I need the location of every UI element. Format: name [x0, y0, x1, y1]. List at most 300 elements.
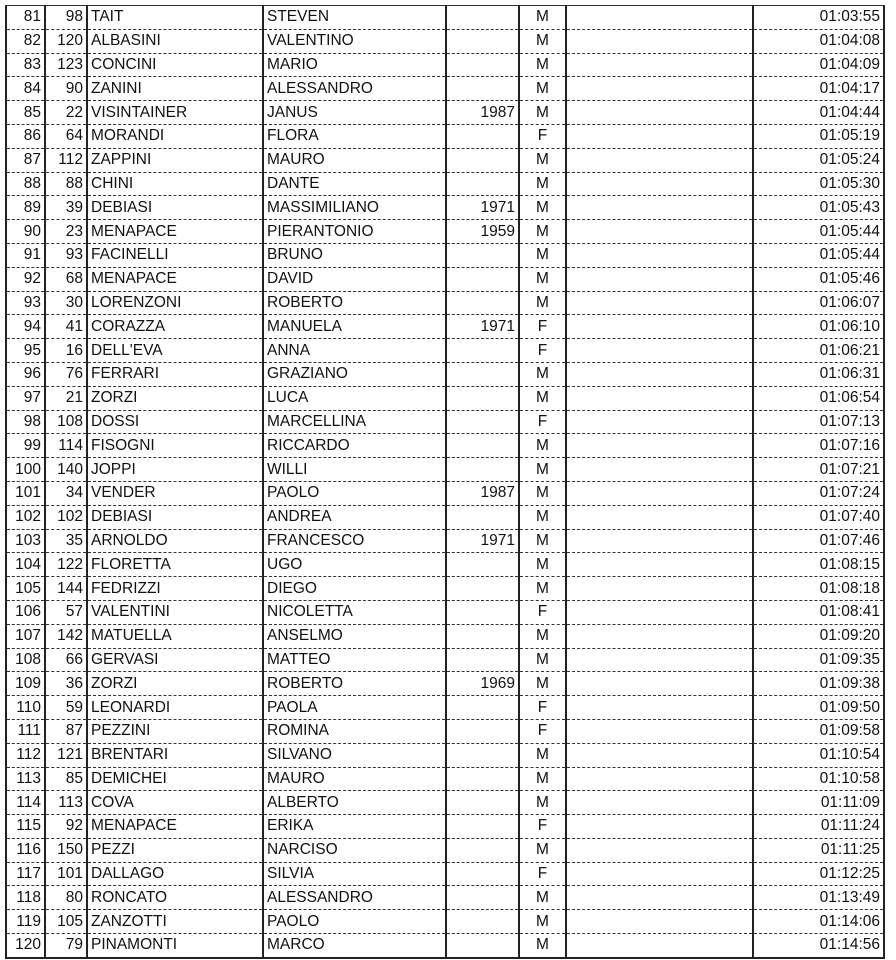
time-cell: 01:05:30: [753, 172, 884, 196]
bib-cell: 101: [45, 862, 87, 886]
time-cell: 01:07:16: [753, 434, 884, 458]
position-cell: 94: [6, 315, 45, 339]
birth-year-cell: [446, 743, 519, 767]
time-cell: 01:09:35: [753, 648, 884, 672]
surname-cell: CORAZZA: [87, 315, 263, 339]
surname-cell: MENAPACE: [87, 220, 263, 244]
first-name-cell: PIERANTONIO: [263, 220, 446, 244]
bib-cell: 88: [45, 172, 87, 196]
first-name-cell: ANSELMO: [263, 624, 446, 648]
sex-cell: F: [519, 815, 566, 839]
position-cell: 100: [6, 458, 45, 482]
first-name-cell: DANTE: [263, 172, 446, 196]
table-row: [6, 767, 884, 791]
position-cell: 108: [6, 648, 45, 672]
blank-cell: [566, 196, 753, 220]
time-cell: 01:06:21: [753, 339, 884, 363]
position-cell: 107: [6, 624, 45, 648]
position-cell: 105: [6, 577, 45, 601]
bib-cell: 140: [45, 458, 87, 482]
bib-cell: 64: [45, 124, 87, 148]
position-cell: 111: [6, 719, 45, 743]
sex-cell: F: [519, 339, 566, 363]
surname-cell: CONCINI: [87, 53, 263, 77]
table-row: [6, 434, 884, 458]
table-row: [6, 719, 884, 743]
birth-year-cell: [446, 362, 519, 386]
table-row: [6, 315, 884, 339]
bib-cell: 57: [45, 600, 87, 624]
sex-cell: M: [519, 77, 566, 101]
time-cell: 01:04:09: [753, 53, 884, 77]
time-cell: 01:08:41: [753, 600, 884, 624]
bib-cell: 112: [45, 148, 87, 172]
surname-cell: COVA: [87, 791, 263, 815]
position-cell: 113: [6, 767, 45, 791]
birth-year-cell: [446, 267, 519, 291]
bib-cell: 108: [45, 410, 87, 434]
surname-cell: VALENTINI: [87, 600, 263, 624]
sex-cell: M: [519, 220, 566, 244]
birth-year-cell: 1959: [446, 220, 519, 244]
table-row: [6, 553, 884, 577]
sex-cell: M: [519, 648, 566, 672]
first-name-cell: ERIKA: [263, 815, 446, 839]
blank-cell: [566, 291, 753, 315]
table-row: [6, 267, 884, 291]
position-cell: 91: [6, 243, 45, 267]
sex-cell: M: [519, 672, 566, 696]
first-name-cell: MAURO: [263, 148, 446, 172]
sex-cell: M: [519, 505, 566, 529]
position-cell: 87: [6, 148, 45, 172]
birth-year-cell: [446, 815, 519, 839]
time-cell: 01:09:50: [753, 696, 884, 720]
blank-cell: [566, 910, 753, 934]
first-name-cell: UGO: [263, 553, 446, 577]
time-cell: 01:11:09: [753, 791, 884, 815]
birth-year-cell: [446, 886, 519, 910]
table-row: [6, 934, 884, 958]
position-cell: 97: [6, 386, 45, 410]
sex-cell: M: [519, 934, 566, 958]
sex-cell: M: [519, 624, 566, 648]
first-name-cell: MAURO: [263, 767, 446, 791]
first-name-cell: PAOLO: [263, 910, 446, 934]
blank-cell: [566, 6, 753, 30]
time-cell: 01:14:56: [753, 934, 884, 958]
first-name-cell: NARCISO: [263, 838, 446, 862]
birth-year-cell: [446, 148, 519, 172]
time-cell: 01:07:46: [753, 529, 884, 553]
blank-cell: [566, 553, 753, 577]
position-cell: 88: [6, 172, 45, 196]
surname-cell: MATUELLA: [87, 624, 263, 648]
bib-cell: 142: [45, 624, 87, 648]
sex-cell: F: [519, 315, 566, 339]
blank-cell: [566, 172, 753, 196]
blank-cell: [566, 434, 753, 458]
birth-year-cell: [446, 386, 519, 410]
first-name-cell: FLORA: [263, 124, 446, 148]
time-cell: 01:05:19: [753, 124, 884, 148]
table-row: [6, 386, 884, 410]
bib-cell: 102: [45, 505, 87, 529]
time-cell: 01:08:15: [753, 553, 884, 577]
bib-cell: 92: [45, 815, 87, 839]
blank-cell: [566, 267, 753, 291]
surname-cell: VENDER: [87, 481, 263, 505]
birth-year-cell: 1971: [446, 529, 519, 553]
sex-cell: M: [519, 243, 566, 267]
first-name-cell: JANUS: [263, 101, 446, 125]
position-cell: 119: [6, 910, 45, 934]
bib-cell: 90: [45, 77, 87, 101]
blank-cell: [566, 696, 753, 720]
table-row: [6, 196, 884, 220]
position-cell: 102: [6, 505, 45, 529]
table-row: [6, 791, 884, 815]
bib-cell: 79: [45, 934, 87, 958]
position-cell: 118: [6, 886, 45, 910]
time-cell: 01:07:24: [753, 481, 884, 505]
position-cell: 110: [6, 696, 45, 720]
table-row: [6, 505, 884, 529]
position-cell: 99: [6, 434, 45, 458]
birth-year-cell: [446, 291, 519, 315]
first-name-cell: MASSIMILIANO: [263, 196, 446, 220]
table-row: [6, 220, 884, 244]
time-cell: 01:05:44: [753, 243, 884, 267]
first-name-cell: ALBERTO: [263, 791, 446, 815]
first-name-cell: PAOLO: [263, 481, 446, 505]
surname-cell: LORENZONI: [87, 291, 263, 315]
bib-cell: 16: [45, 339, 87, 363]
first-name-cell: PAOLA: [263, 696, 446, 720]
table-row: [6, 886, 884, 910]
sex-cell: M: [519, 553, 566, 577]
first-name-cell: ANDREA: [263, 505, 446, 529]
table-row: [6, 743, 884, 767]
position-cell: 92: [6, 267, 45, 291]
bib-cell: 85: [45, 767, 87, 791]
table-row: [6, 77, 884, 101]
sex-cell: F: [519, 719, 566, 743]
time-cell: 01:07:40: [753, 505, 884, 529]
first-name-cell: RICCARDO: [263, 434, 446, 458]
time-cell: 01:04:08: [753, 29, 884, 53]
position-cell: 81: [6, 6, 45, 30]
position-cell: 96: [6, 362, 45, 386]
blank-cell: [566, 743, 753, 767]
bib-cell: 114: [45, 434, 87, 458]
surname-cell: CHINI: [87, 172, 263, 196]
surname-cell: ZORZI: [87, 386, 263, 410]
birth-year-cell: [446, 410, 519, 434]
position-cell: 112: [6, 743, 45, 767]
blank-cell: [566, 648, 753, 672]
surname-cell: DALLAGO: [87, 862, 263, 886]
time-cell: 01:12:25: [753, 862, 884, 886]
surname-cell: FEDRIZZI: [87, 577, 263, 601]
position-cell: 116: [6, 838, 45, 862]
time-cell: 01:09:38: [753, 672, 884, 696]
bib-cell: 120: [45, 29, 87, 53]
position-cell: 114: [6, 791, 45, 815]
blank-cell: [566, 719, 753, 743]
bib-cell: 76: [45, 362, 87, 386]
birth-year-cell: [446, 767, 519, 791]
surname-cell: PEZZI: [87, 838, 263, 862]
time-cell: 01:13:49: [753, 886, 884, 910]
surname-cell: TAIT: [87, 6, 263, 30]
blank-cell: [566, 101, 753, 125]
birth-year-cell: [446, 600, 519, 624]
blank-cell: [566, 220, 753, 244]
time-cell: 01:03:55: [753, 6, 884, 30]
table-row: [6, 362, 884, 386]
sex-cell: M: [519, 386, 566, 410]
position-cell: 95: [6, 339, 45, 363]
position-cell: 106: [6, 600, 45, 624]
birth-year-cell: [446, 696, 519, 720]
birth-year-cell: [446, 77, 519, 101]
table-row: [6, 577, 884, 601]
blank-cell: [566, 124, 753, 148]
sex-cell: M: [519, 838, 566, 862]
blank-cell: [566, 148, 753, 172]
blank-cell: [566, 362, 753, 386]
first-name-cell: MANUELA: [263, 315, 446, 339]
sex-cell: F: [519, 410, 566, 434]
surname-cell: ZORZI: [87, 672, 263, 696]
bib-cell: 105: [45, 910, 87, 934]
blank-cell: [566, 77, 753, 101]
time-cell: 01:05:24: [753, 148, 884, 172]
surname-cell: FERRARI: [87, 362, 263, 386]
table-row: [6, 696, 884, 720]
time-cell: 01:08:18: [753, 577, 884, 601]
surname-cell: MENAPACE: [87, 815, 263, 839]
blank-cell: [566, 600, 753, 624]
sex-cell: M: [519, 886, 566, 910]
time-cell: 01:05:46: [753, 267, 884, 291]
blank-cell: [566, 862, 753, 886]
first-name-cell: GRAZIANO: [263, 362, 446, 386]
surname-cell: RONCATO: [87, 886, 263, 910]
surname-cell: PEZZINI: [87, 719, 263, 743]
bib-cell: 66: [45, 648, 87, 672]
first-name-cell: SILVANO: [263, 743, 446, 767]
surname-cell: GERVASI: [87, 648, 263, 672]
first-name-cell: SILVIA: [263, 862, 446, 886]
time-cell: 01:06:10: [753, 315, 884, 339]
position-cell: 115: [6, 815, 45, 839]
time-cell: 01:05:43: [753, 196, 884, 220]
birth-year-cell: 1987: [446, 101, 519, 125]
bib-cell: 121: [45, 743, 87, 767]
blank-cell: [566, 53, 753, 77]
birth-year-cell: [446, 458, 519, 482]
sex-cell: M: [519, 172, 566, 196]
table-row: [6, 624, 884, 648]
blank-cell: [566, 315, 753, 339]
table-row: [6, 53, 884, 77]
sex-cell: M: [519, 767, 566, 791]
birth-year-cell: 1971: [446, 196, 519, 220]
position-cell: 83: [6, 53, 45, 77]
birth-year-cell: [446, 339, 519, 363]
first-name-cell: WILLI: [263, 458, 446, 482]
sex-cell: M: [519, 529, 566, 553]
first-name-cell: ROBERTO: [263, 291, 446, 315]
bib-cell: 122: [45, 553, 87, 577]
first-name-cell: VALENTINO: [263, 29, 446, 53]
position-cell: 104: [6, 553, 45, 577]
position-cell: 86: [6, 124, 45, 148]
bib-cell: 22: [45, 101, 87, 125]
time-cell: 01:04:17: [753, 77, 884, 101]
sex-cell: F: [519, 696, 566, 720]
surname-cell: DEBIASI: [87, 196, 263, 220]
surname-cell: DOSSI: [87, 410, 263, 434]
time-cell: 01:06:31: [753, 362, 884, 386]
time-cell: 01:07:21: [753, 458, 884, 482]
bib-cell: 68: [45, 267, 87, 291]
table-row: [6, 862, 884, 886]
blank-cell: [566, 29, 753, 53]
blank-cell: [566, 339, 753, 363]
table-row: [6, 838, 884, 862]
birth-year-cell: [446, 648, 519, 672]
time-cell: 01:09:20: [753, 624, 884, 648]
blank-cell: [566, 481, 753, 505]
first-name-cell: ALESSANDRO: [263, 886, 446, 910]
results-table: [5, 5, 885, 959]
first-name-cell: MATTEO: [263, 648, 446, 672]
table-row: [6, 529, 884, 553]
bib-cell: 34: [45, 481, 87, 505]
bib-cell: 30: [45, 291, 87, 315]
first-name-cell: MARCELLINA: [263, 410, 446, 434]
time-cell: 01:05:44: [753, 220, 884, 244]
position-cell: 109: [6, 672, 45, 696]
birth-year-cell: [446, 577, 519, 601]
first-name-cell: MARIO: [263, 53, 446, 77]
blank-cell: [566, 386, 753, 410]
sex-cell: F: [519, 600, 566, 624]
table-row: [6, 458, 884, 482]
sex-cell: F: [519, 862, 566, 886]
birth-year-cell: [446, 172, 519, 196]
first-name-cell: LUCA: [263, 386, 446, 410]
table-row: [6, 243, 884, 267]
surname-cell: DEMICHEI: [87, 767, 263, 791]
first-name-cell: ROBERTO: [263, 672, 446, 696]
blank-cell: [566, 410, 753, 434]
surname-cell: ALBASINI: [87, 29, 263, 53]
surname-cell: JOPPI: [87, 458, 263, 482]
position-cell: 98: [6, 410, 45, 434]
sex-cell: M: [519, 434, 566, 458]
blank-cell: [566, 505, 753, 529]
sex-cell: M: [519, 291, 566, 315]
first-name-cell: ROMINA: [263, 719, 446, 743]
bib-cell: 59: [45, 696, 87, 720]
surname-cell: ZANINI: [87, 77, 263, 101]
table-row: [6, 6, 884, 30]
blank-cell: [566, 529, 753, 553]
sex-cell: M: [519, 148, 566, 172]
time-cell: 01:09:58: [753, 719, 884, 743]
table-row: [6, 410, 884, 434]
surname-cell: FISOGNI: [87, 434, 263, 458]
blank-cell: [566, 458, 753, 482]
table-row: [6, 101, 884, 125]
surname-cell: ARNOLDO: [87, 529, 263, 553]
bib-cell: 150: [45, 838, 87, 862]
bib-cell: 113: [45, 791, 87, 815]
bib-cell: 123: [45, 53, 87, 77]
birth-year-cell: [446, 124, 519, 148]
table-row: [6, 910, 884, 934]
sex-cell: M: [519, 29, 566, 53]
sex-cell: M: [519, 791, 566, 815]
position-cell: 84: [6, 77, 45, 101]
position-cell: 117: [6, 862, 45, 886]
blank-cell: [566, 243, 753, 267]
time-cell: 01:06:07: [753, 291, 884, 315]
bib-cell: 87: [45, 719, 87, 743]
birth-year-cell: 1969: [446, 672, 519, 696]
surname-cell: FLORETTA: [87, 553, 263, 577]
blank-cell: [566, 838, 753, 862]
bib-cell: 35: [45, 529, 87, 553]
bib-cell: 144: [45, 577, 87, 601]
position-cell: 120: [6, 934, 45, 958]
bib-cell: 23: [45, 220, 87, 244]
table-row: [6, 148, 884, 172]
time-cell: 01:11:25: [753, 838, 884, 862]
sex-cell: M: [519, 53, 566, 77]
sex-cell: M: [519, 910, 566, 934]
table-row: [6, 291, 884, 315]
bib-cell: 80: [45, 886, 87, 910]
sex-cell: M: [519, 458, 566, 482]
position-cell: 103: [6, 529, 45, 553]
birth-year-cell: [446, 53, 519, 77]
sex-cell: M: [519, 6, 566, 30]
birth-year-cell: [446, 910, 519, 934]
sex-cell: M: [519, 362, 566, 386]
birth-year-cell: [446, 553, 519, 577]
position-cell: 90: [6, 220, 45, 244]
birth-year-cell: 1971: [446, 315, 519, 339]
time-cell: 01:06:54: [753, 386, 884, 410]
table-row: [6, 29, 884, 53]
first-name-cell: ALESSANDRO: [263, 77, 446, 101]
sex-cell: F: [519, 124, 566, 148]
bib-cell: 39: [45, 196, 87, 220]
time-cell: 01:04:44: [753, 101, 884, 125]
sex-cell: M: [519, 196, 566, 220]
birth-year-cell: [446, 838, 519, 862]
time-cell: 01:11:24: [753, 815, 884, 839]
blank-cell: [566, 886, 753, 910]
first-name-cell: FRANCESCO: [263, 529, 446, 553]
first-name-cell: DAVID: [263, 267, 446, 291]
blank-cell: [566, 577, 753, 601]
